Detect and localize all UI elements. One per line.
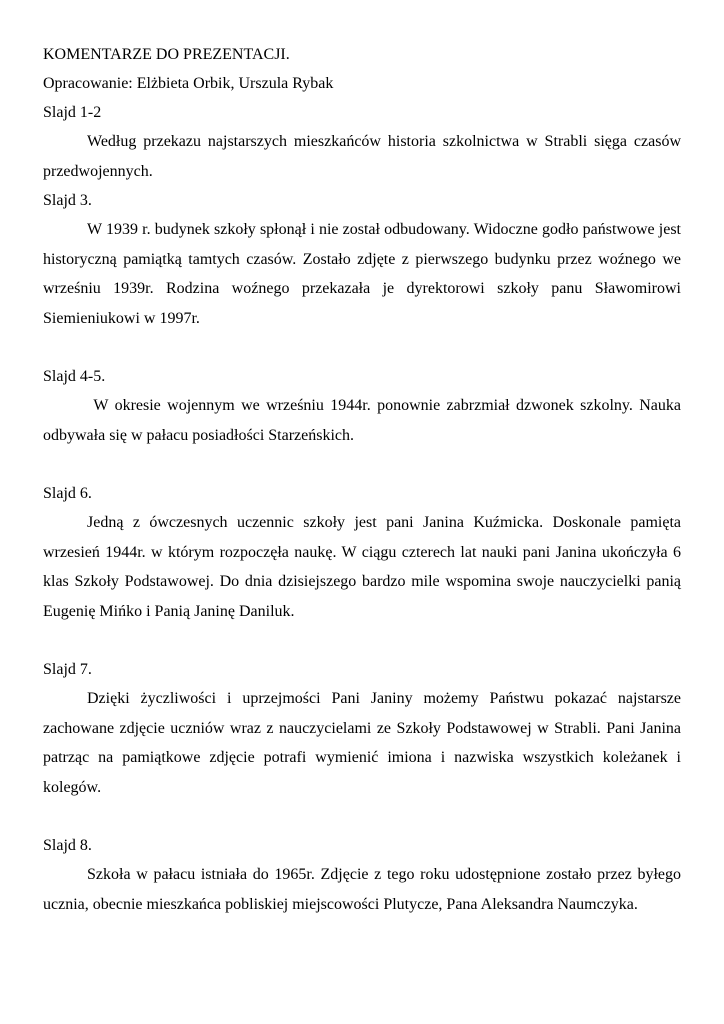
paragraph-gap — [43, 333, 681, 362]
paragraph-gap — [43, 802, 681, 831]
section-heading: Slajd 3. — [43, 192, 92, 209]
section-paragraph: Dzięki życzliwości i uprzejmości Pani Janiny możemy Państwu pokazać najstarsze zachowane zdjęcie uczniów wraz z nauczycielami ze Szkoły Podstawowej w Strabli. Pani Janina patrząc na pamiątkowe zdjęcie potrafi wymienić imiona i nazwiska wszystkich koleżanek i kolegów. — [43, 690, 681, 796]
section-heading: Slajd 7. — [43, 661, 92, 678]
section-paragraph: W 1939 r. budynek szkoły spłonął i nie został odbudowany. Widoczne godło państwowe jest historyczną pamiątką tamtych czasów. Zostało zdjęte z pierwszego budynku przez woźnego we wrześniu 1939r. Rodzina woźnego przekazała je dyrektorowi szkoły panu Sławomirowi Siemieniukowi w 1997r. — [43, 221, 681, 327]
section-heading: Slajd 1-2 — [43, 104, 102, 121]
section-paragraph: W okresie wojennym we wrześniu 1944r. ponownie zabrzmiał dzwonek szkolny. Nauka odbywała się w pałacu posiadłości Starzeńskich. — [43, 397, 686, 444]
document-title: KOMENTARZE DO PREZENTACJI. — [43, 46, 290, 63]
section-paragraph: Jedną z ówczesnych uczennic szkoły jest pani Janina Kuźmicka. Doskonale pamięta wrzesień 1944r. w którym rozpoczęła naukę. W ciągu czterech lat nauki pani Janina ukończyła 6 klas Szkoły Podstawowej. Do dnia dzisiejszego bardzo mile wspomina swoje nauczycielki panią Eugenię Mińko i Panią Janinę Daniluk. — [43, 514, 681, 620]
section-heading: Slajd 4-5. — [43, 368, 106, 385]
paragraph-gap — [43, 626, 681, 655]
document-authors: Opracowanie: Elżbieta Orbik, Urszula Rybak — [43, 75, 334, 92]
section-heading: Slajd 8. — [43, 837, 92, 854]
document-page — [43, 40, 686, 919]
section-paragraph: Szkoła w pałacu istniała do 1965r. Zdjęcie z tego roku udostępnione zostało przez byłego ucznia, obecnie mieszkańca pobliskiej miejscowości Plutycze, Pana Aleksandra Naumczyka. — [43, 866, 681, 913]
section-paragraph: Według przekazu najstarszych mieszkańców historia szkolnictwa w Strabli sięga czasów przedwojennych. — [43, 133, 681, 180]
paragraph-gap — [43, 450, 681, 479]
section-heading: Slajd 6. — [43, 485, 92, 502]
